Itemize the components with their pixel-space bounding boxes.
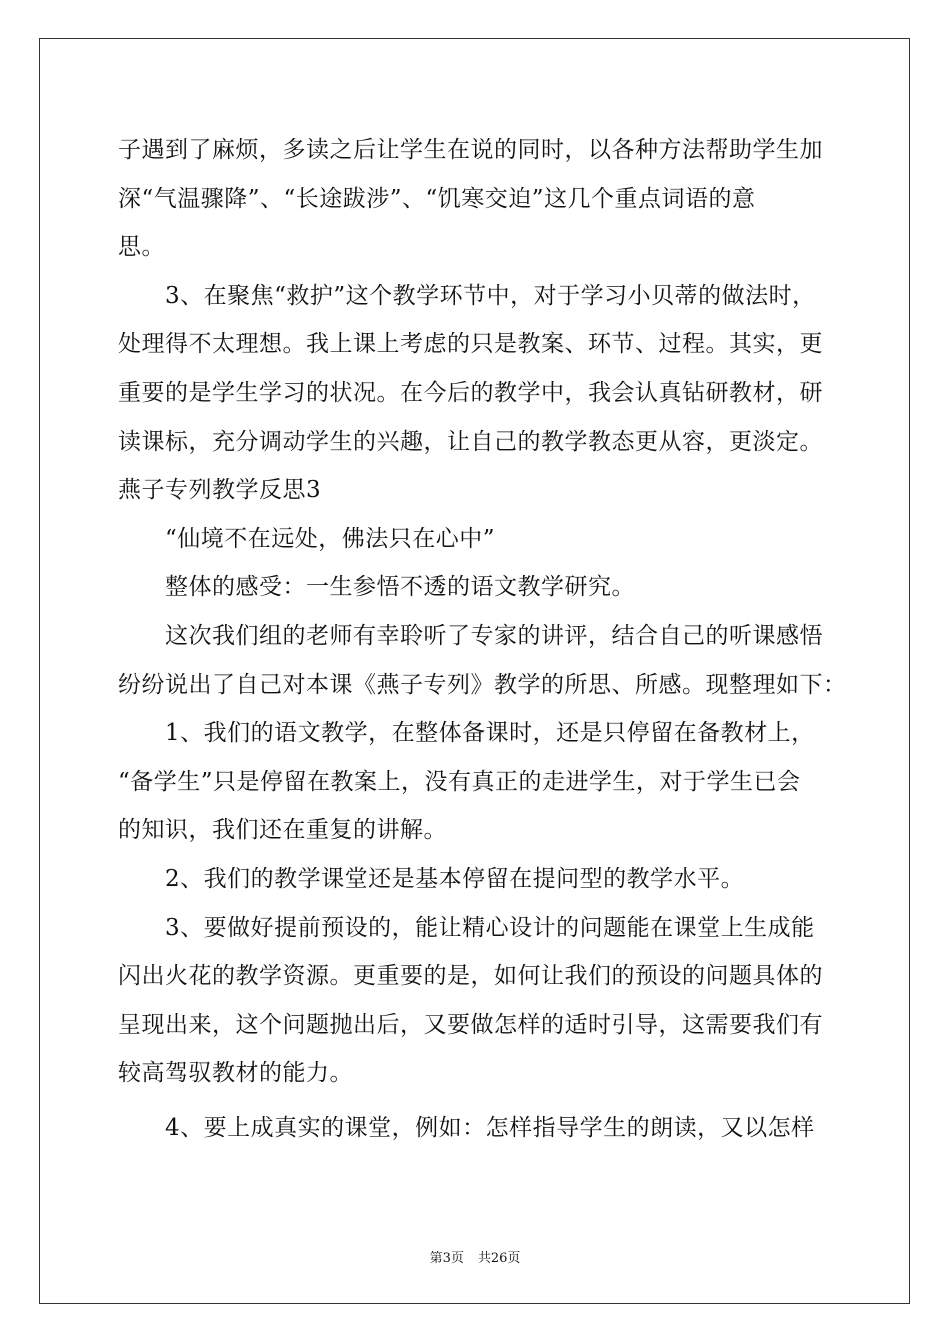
text-line: 闪出火花的教学资源。更重要的是，如何让我们的预设的问题具体的: [118, 963, 823, 990]
text-line: 思。: [118, 234, 165, 261]
text-line: 的知识，我们还在重复的讲解。: [118, 817, 447, 844]
text-line: 2、我们的教学课堂还是基本停留在提问型的教学水平。: [118, 865, 745, 892]
text-line: 1、我们的语文教学，在整体备课时，还是只停留在备教材上，: [118, 720, 815, 747]
page-footer: [0, 1247, 950, 1266]
text-line: “仙境不在远处，佛法只在心中”: [118, 525, 496, 552]
page-total: 共26页: [477, 1251, 521, 1266]
text-line: “备学生”只是停留在教案上，没有真正的走进学生，对于学生已会: [118, 768, 801, 795]
text-line: 较高驾驭教材的能力。: [118, 1060, 353, 1087]
page-number: 第3页: [429, 1251, 464, 1266]
text-line: 纷纷说出了自己对本课《燕子专列》教学的所思、所感。现整理如下：: [118, 671, 847, 698]
text-line: 这次我们组的老师有幸聆听了专家的讲评，结合自己的听课感悟: [118, 622, 823, 649]
text-line: 读课标，充分调动学生的兴趣，让自己的教学教态更从容，更淡定。: [118, 428, 823, 455]
text-line: 整体的感受：一生参悟不透的语文教学研究。: [118, 574, 635, 601]
section-heading: 燕子专列教学反思3: [118, 477, 322, 504]
text-line: 呈现出来，这个问题抛出后，又要做怎样的适时引导，这需要我们有: [118, 1011, 823, 1038]
text-line: 深“气温骤降”、“长途跋涉”、“饥寒交迫”这几个重点词语的意: [118, 185, 756, 212]
document-body: [118, 126, 847, 1152]
text-line: 重要的是学生学习的状况。在今后的教学中，我会认真钻研教材，研: [118, 379, 823, 406]
text-line: 3、在聚焦“救护”这个教学环节中，对于学习小贝蒂的做法时，: [118, 282, 816, 309]
text-line: 4、要上成真实的课堂，例如：怎样指导学生的朗读，又以怎样: [118, 1114, 815, 1141]
text-line: 3、要做好提前预设的，能让精心设计的问题能在课堂上生成能: [118, 914, 815, 941]
text-line: 子遇到了麻烦，多读之后让学生在说的同时，以各种方法帮助学生加: [118, 137, 823, 163]
text-line: 处理得不太理想。我上课上考虑的只是教案、环节、过程。其实，更: [118, 331, 823, 358]
